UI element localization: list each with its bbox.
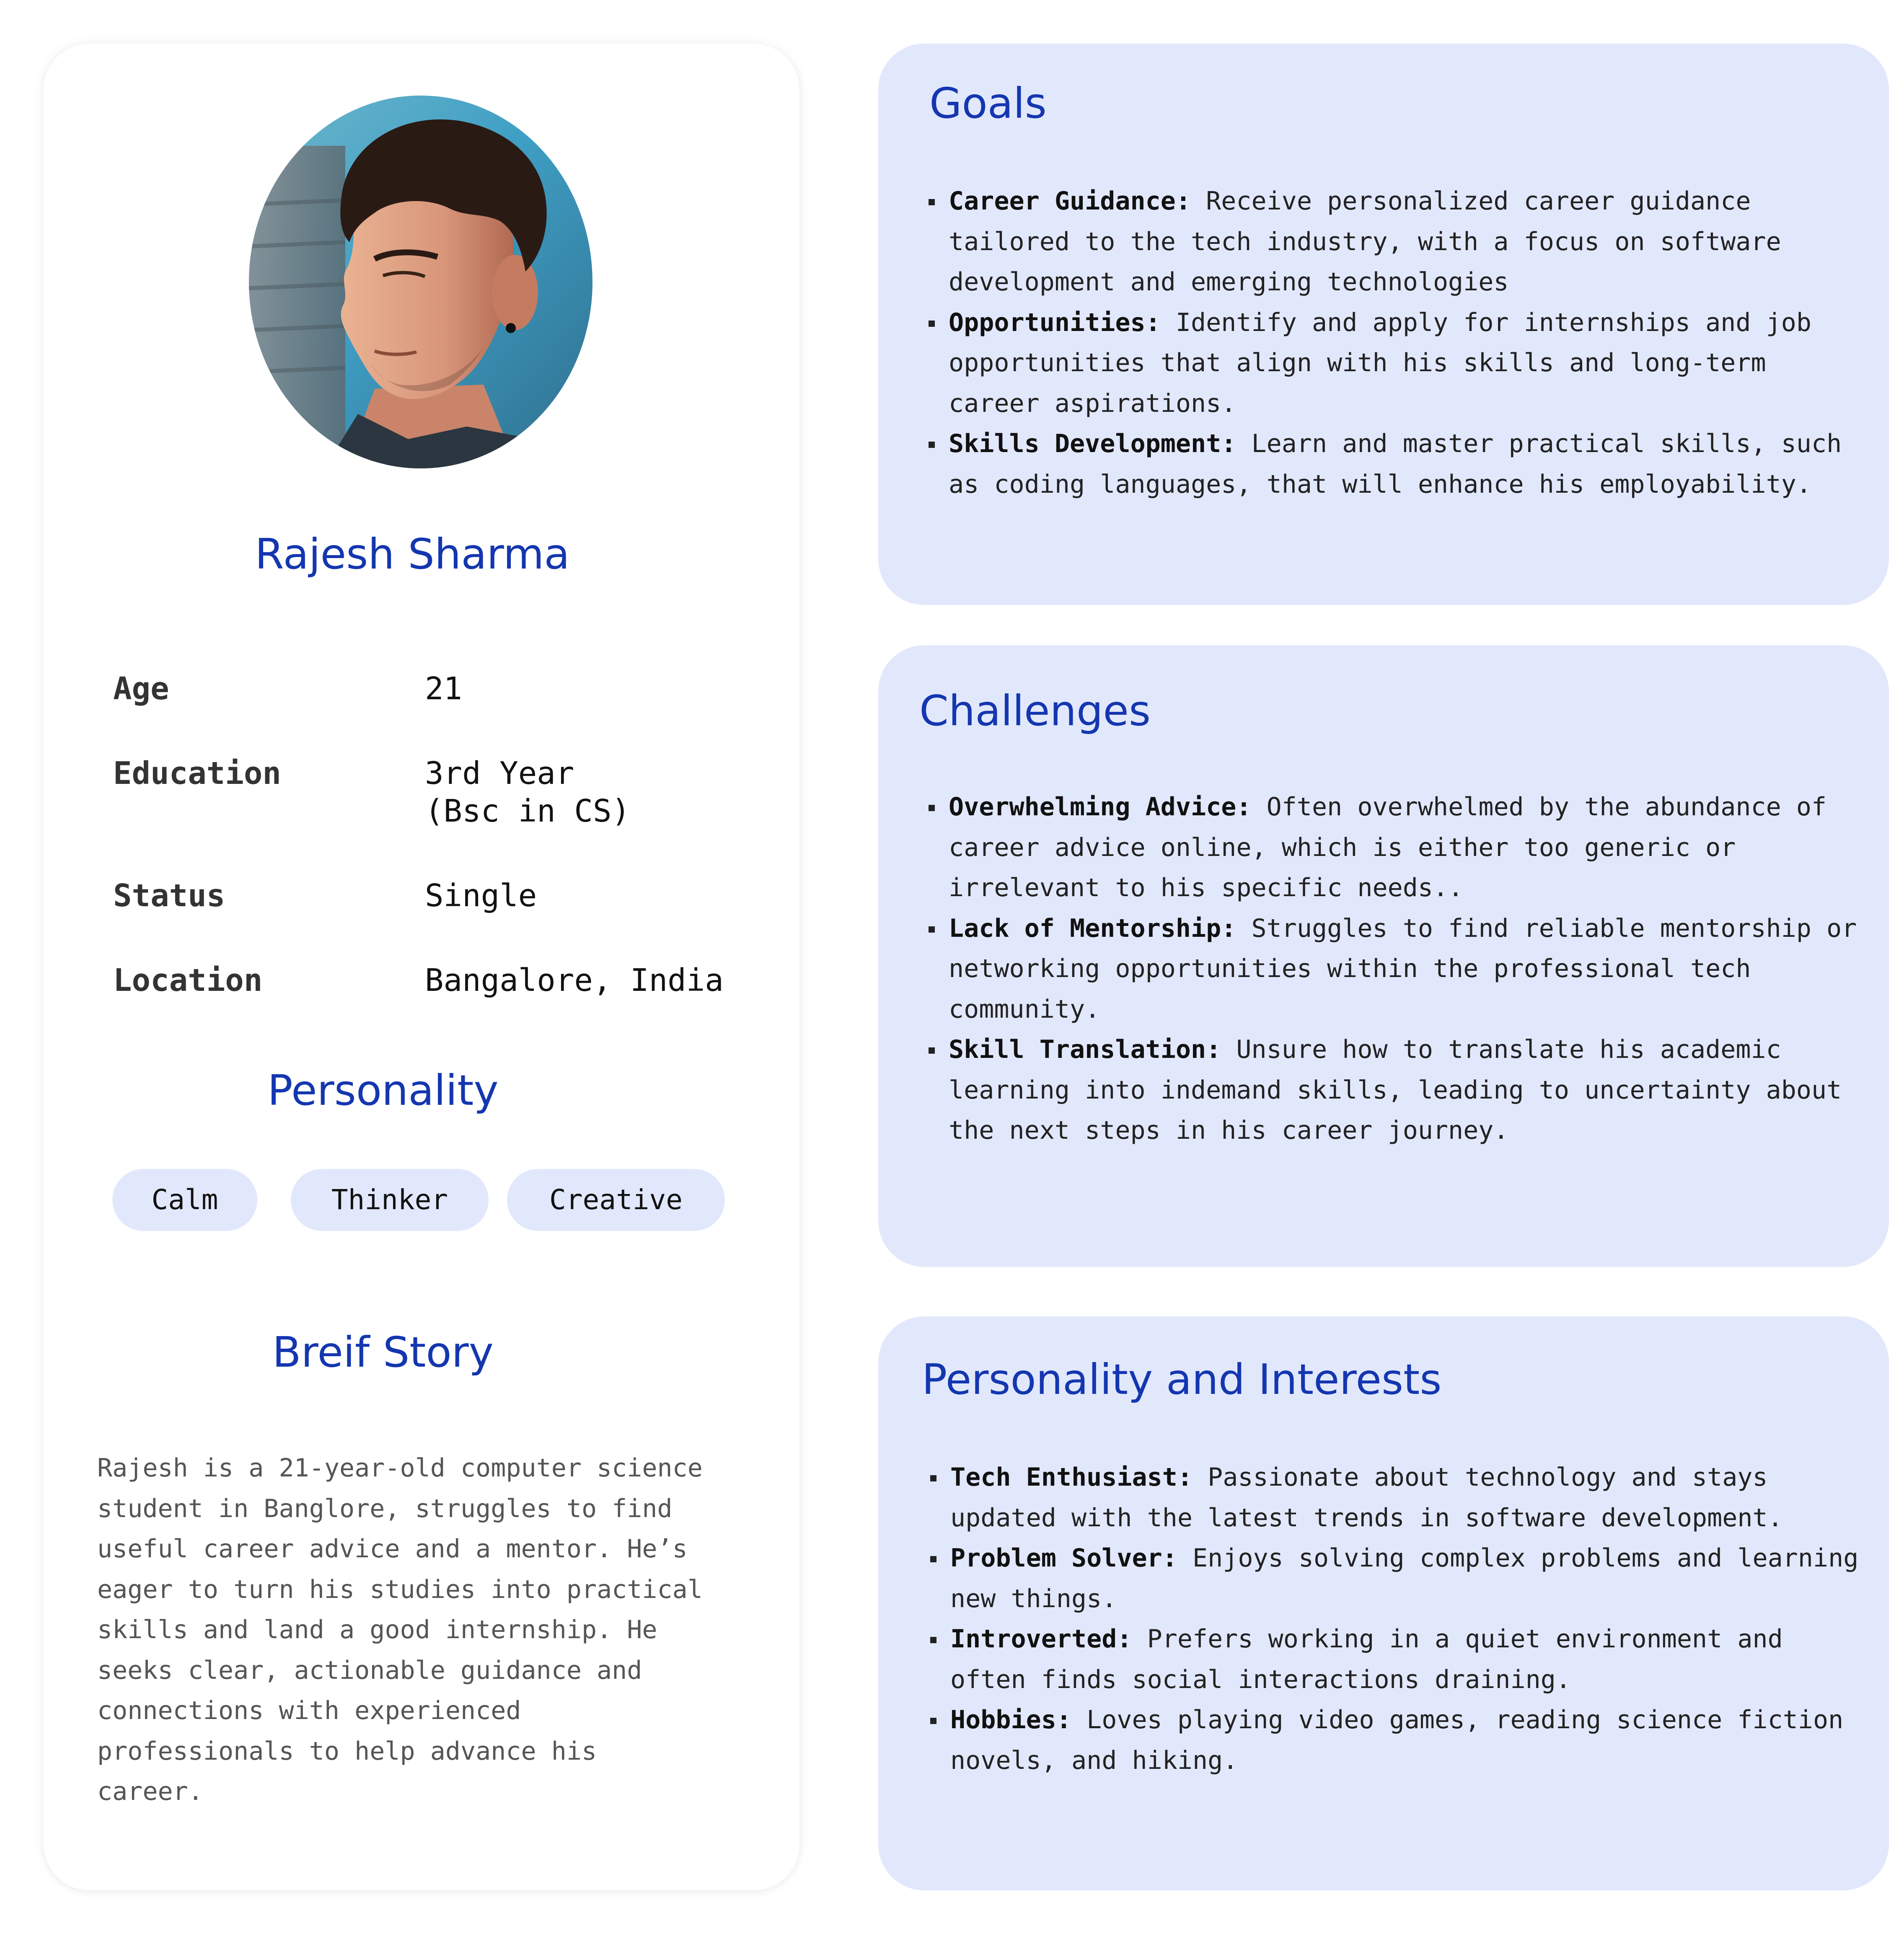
location-label: Location xyxy=(113,962,263,998)
profile-card xyxy=(44,44,799,1890)
bullet-text: Identify and apply for internships and job opportunities that align with his skills and long-term career aspirations. xyxy=(949,308,1812,418)
list-item xyxy=(925,908,1860,1030)
list-item xyxy=(927,1700,1861,1781)
story-title: Breif Story xyxy=(272,1328,494,1377)
goals-title: Goals xyxy=(929,79,1047,128)
challenges-title: Challenges xyxy=(919,686,1151,735)
bullet-text: Prefers working in a quiet environment and often finds social interactions draining. xyxy=(950,1624,1783,1694)
age-label: Age xyxy=(113,671,169,707)
bullet-text: Learn and master practical skills, such as coding languages, that will enhance his employability. xyxy=(949,429,1842,499)
bullet-term: Skill Translation: xyxy=(949,1035,1221,1064)
bullet-term: Introverted: xyxy=(950,1624,1132,1654)
avatar xyxy=(249,96,592,468)
interests-panel xyxy=(878,1316,1889,1890)
list-item xyxy=(927,1619,1861,1700)
list-item xyxy=(925,181,1860,302)
challenges-panel xyxy=(878,645,1889,1267)
bullet-text: Often overwhelmed by the abundance of career advice online, which is either too generic or irrelevant to his specific needs.. xyxy=(949,792,1827,902)
info-table xyxy=(113,670,792,1046)
info-row-education xyxy=(113,755,792,830)
bullet-text: Receive personalized career guidance tailored to the tech industry, with a focus on software development and emerging technologies xyxy=(949,186,1781,297)
bullet-term: Problem Solver: xyxy=(950,1543,1177,1573)
bullet-text: Struggles to find reliable mentorship or networking opportunities within the professional tech community. xyxy=(949,913,1857,1024)
info-row-location xyxy=(113,962,792,999)
status-label: Status xyxy=(113,878,225,914)
personality-title: Personality xyxy=(267,1066,499,1115)
location-value: Bangalore, India xyxy=(425,962,724,998)
bullet-text: Loves playing video games, reading science fiction novels, and hiking. xyxy=(950,1705,1844,1775)
list-item xyxy=(927,1538,1861,1619)
list-item xyxy=(925,302,1860,424)
info-row-age xyxy=(113,670,792,708)
bullet-term: Hobbies: xyxy=(950,1705,1071,1735)
persona-name: Rajesh Sharma xyxy=(255,530,570,579)
bullet-term: Career Guidance: xyxy=(949,186,1191,216)
bullet-term: Tech Enthusiast: xyxy=(950,1463,1193,1492)
profile-photo-icon xyxy=(249,96,592,468)
age-value: 21 xyxy=(425,671,463,707)
education-value: 3rd Year (Bsc in CS) xyxy=(425,755,631,829)
bullet-term: Overwhelming Advice: xyxy=(949,792,1252,822)
personality-tag: Calm xyxy=(112,1169,257,1231)
personality-tag: Thinker xyxy=(291,1169,489,1231)
education-label: Education xyxy=(113,755,281,791)
bullet-text: Passionate about technology and stays updated with the latest trends in software development. xyxy=(950,1463,1783,1533)
interests-title: Personality and Interests xyxy=(922,1355,1442,1404)
personality-tag: Creative xyxy=(507,1169,725,1231)
goals-panel xyxy=(878,44,1889,605)
list-item xyxy=(925,424,1860,504)
interests-list xyxy=(927,1457,1861,1781)
list-item xyxy=(925,1029,1860,1151)
bullet-term: Skills Development: xyxy=(949,429,1237,458)
bullet-term: Opportunities: xyxy=(949,308,1161,337)
bullet-text: Enjoys solving complex problems and learning new things. xyxy=(950,1543,1859,1613)
story-text: Rajesh is a 21-year-old computer science student in Banglore, struggles to find useful career advice and a mentor. He’s eager to turn his studies into practical skills and land a good internship. He seeks clear, actionable guidance and connections with experienced professionals to help advance his career. xyxy=(97,1453,703,1806)
bullet-term: Lack of Mentorship: xyxy=(949,913,1237,943)
list-item xyxy=(925,787,1860,908)
status-value: Single xyxy=(425,878,537,914)
bullet-text: Unsure how to translate his academic learning into indemand skills, leading to uncertainty about the next steps in his career journey. xyxy=(949,1035,1842,1145)
info-row-status xyxy=(113,877,792,915)
list-item xyxy=(927,1457,1861,1538)
goals-list xyxy=(925,181,1860,504)
challenges-list xyxy=(925,787,1860,1151)
